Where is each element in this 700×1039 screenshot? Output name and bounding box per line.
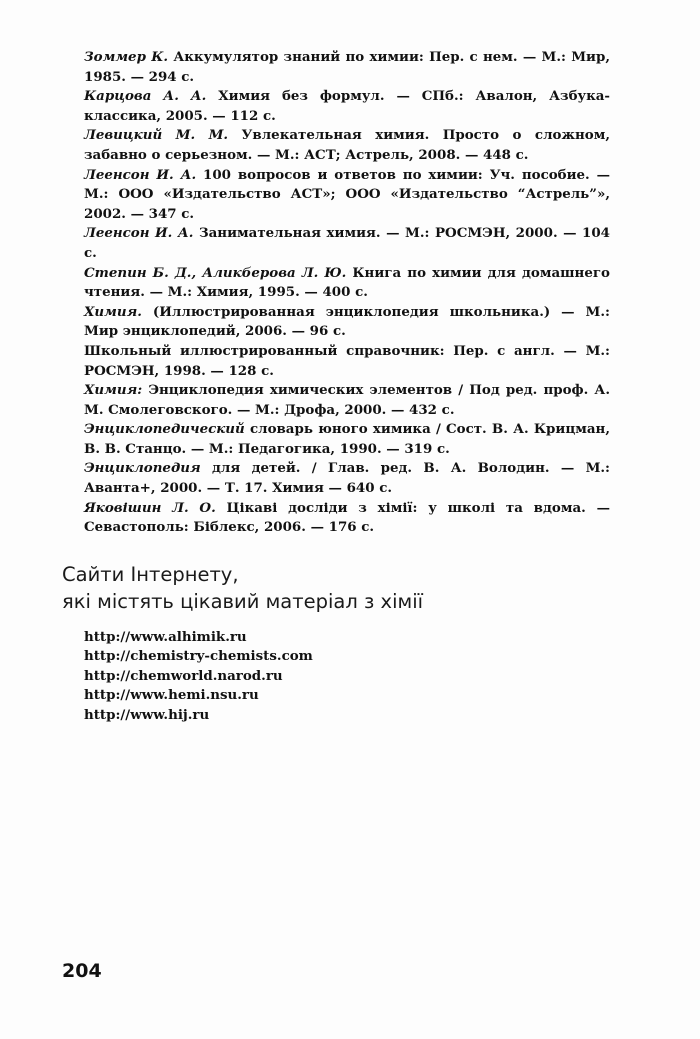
entry-text: Занимательная химия. — М.: РОСМЭН, 2000. — 104 с.: [84, 225, 610, 261]
url-item: http://chemistry-chemists.com: [84, 648, 313, 665]
bibliography-entry: [84, 48, 610, 87]
entry-text: Химия без формул. — СПб.: Авалон, Азбука-классика, 2005. — 112 с.: [84, 88, 610, 124]
entry-text: Увлекательная химия. Просто о сложном, забавно о серьезном. — М.: АСТ; Астрель, 2008. — 448 с.: [84, 127, 610, 163]
section-heading-line: які містять цікавий матеріал з хімії: [62, 590, 424, 613]
entry-author: Карцова А. А.: [84, 88, 207, 105]
entry-author: Яковішин Л. О.: [84, 499, 216, 516]
bibliography-entry: [84, 126, 610, 165]
url-list: [84, 628, 484, 725]
entry-author: Леенсон И. А.: [84, 225, 194, 242]
entry-text: 100 вопросов и ответов по химии: Уч. пособие. — М.: ООО «Издательство АСТ»; ООО «Издательство “Астрель”», 2002. — 347 с.: [84, 166, 610, 222]
entry-text: (Иллюстрированная энциклопедия школьника.) — М.: Мир энциклопедий, 2006. — 96 с.: [84, 303, 610, 340]
bibliography-entry: [84, 166, 610, 225]
url-item: http://www.hemi.nsu.ru: [84, 687, 259, 704]
entry-text: Школьный иллюстрированный справочник: Пер. с англ. — М.: РОСМЭН, 1998. — 128 с.: [84, 342, 610, 379]
entry-text: Аккумулятор знаний по химии: Пер. с нем. — М.: Мир, 1985. — 294 с.: [84, 49, 610, 85]
entry-author: Энциклопедический: [84, 421, 245, 438]
bibliography-list: [84, 48, 610, 538]
bibliography-entry: [84, 87, 610, 126]
section-heading-line: Сайти Інтернету,: [62, 563, 239, 586]
entry-text: для детей. / Глав. ред. В. А. Володин. — М.: Аванта+, 2000. — Т. 17. Химия — 640 с.: [84, 460, 610, 497]
entry-text: Книга по химии для домашнего чтения. — М.: Химия, 1995. — 400 с.: [84, 264, 610, 301]
entry-author: Энциклопедия: [84, 460, 201, 477]
bibliography-entry: [84, 420, 610, 459]
entry-author: Степин Б. Д., Аликберова Л. Ю.: [84, 264, 347, 281]
entry-text: Цікаві досліди з хімії: у школі та вдома. — Севастополь: Біблекс, 2006. — 176 с.: [84, 499, 610, 536]
section-heading: [62, 561, 622, 615]
bibliography-entry: [84, 499, 610, 538]
entry-text: Энциклопедия химических элементов / Под ред. проф. А. М. Смолеговского. — М.: Дрофа, 2000. — 432 с.: [84, 382, 610, 418]
entry-author: Леенсон И. А.: [84, 166, 197, 183]
entry-author: Зоммер К.: [84, 49, 169, 65]
url-item: http://chemworld.narod.ru: [84, 667, 283, 684]
bibliography-entry: [84, 459, 610, 498]
url-item: http://www.hij.ru: [84, 706, 210, 723]
bibliography-entry: [84, 224, 610, 263]
entry-author: Химия.: [84, 303, 142, 320]
page-number: 204: [62, 960, 102, 982]
bibliography-entry: [84, 264, 610, 303]
bibliography-entry: [84, 342, 610, 381]
entry-author: Левицкий М. М.: [84, 127, 229, 144]
bibliography-entry: [84, 381, 610, 420]
entry-text: словарь юного химика / Сост. В. А. Крицман, В. В. Станцо. — М.: Педагогика, 1990. — 319 с.: [84, 421, 610, 457]
entry-author: Химия:: [84, 382, 143, 399]
bibliography-entry: [84, 303, 610, 342]
url-item: http://www.alhimik.ru: [84, 629, 247, 645]
